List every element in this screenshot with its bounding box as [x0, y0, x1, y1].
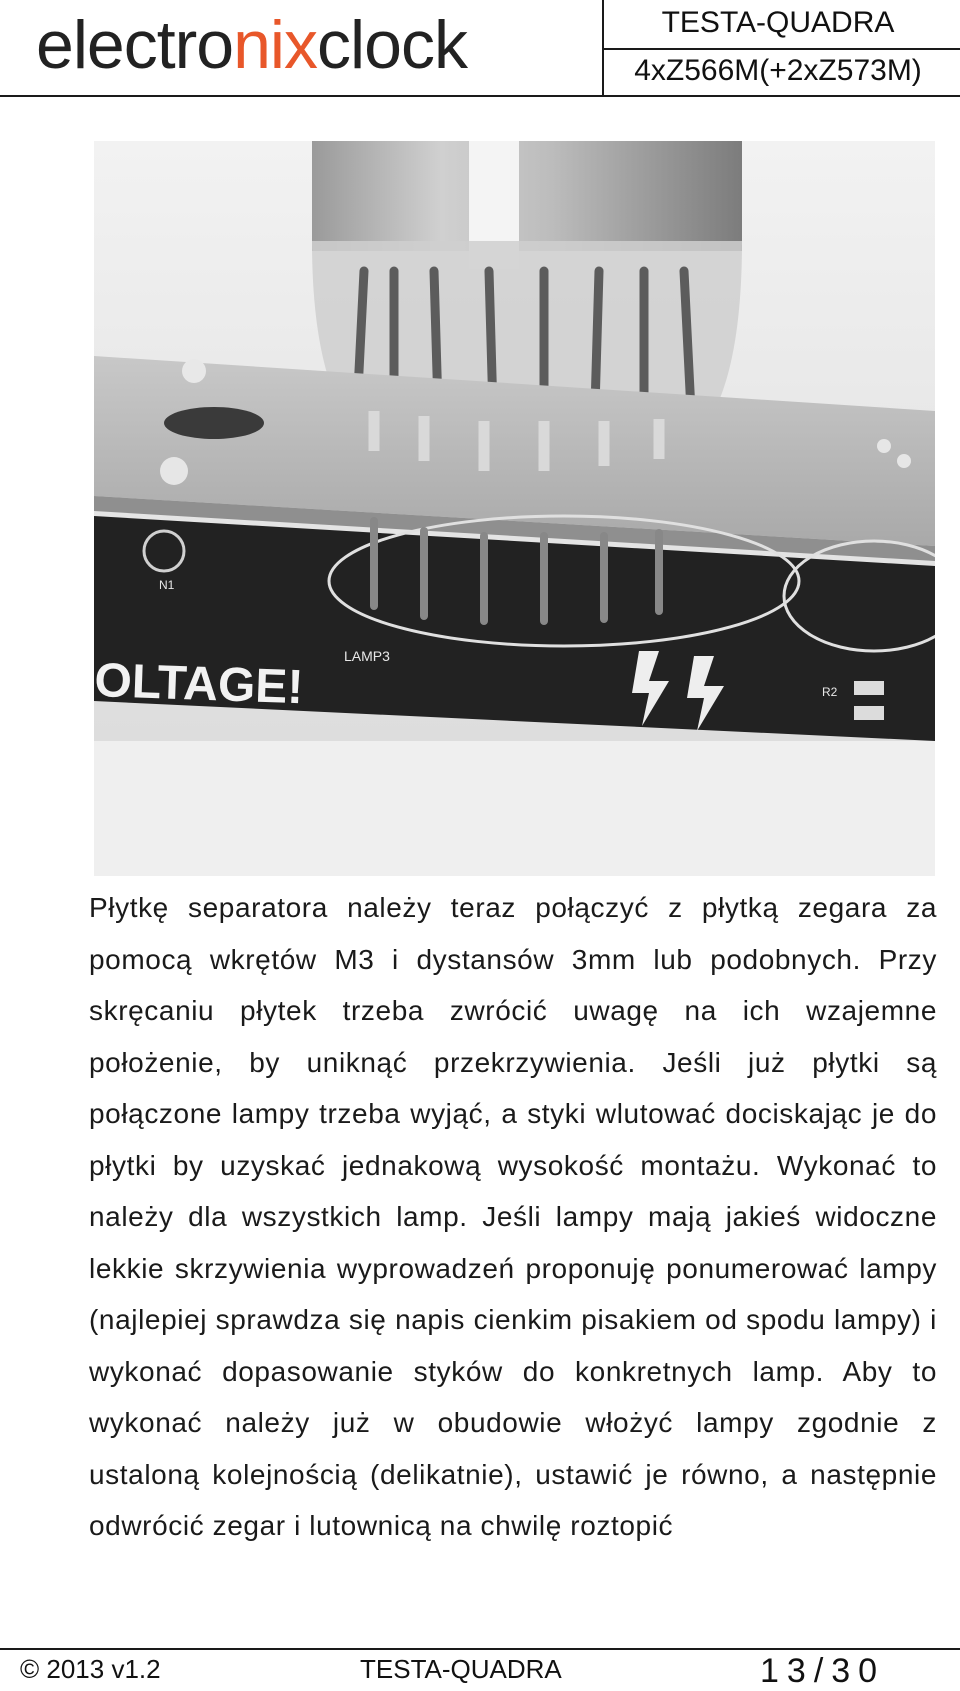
pcb-voltage-text: OLTAGE! [94, 654, 305, 715]
instructions-text [89, 882, 937, 1552]
header-rule [0, 95, 960, 97]
instructions-paragraph: Płytkę separatora należy teraz połączyć z płytką zegara za pomocą wkrętów M3 i dystansów 3mm lub podobnych. Przy skręcaniu płytek trzeba zwrócić uwagę na ich wzajemne położenie, by uniknąć przekrzywienia. Jeśli już płytki są połączone lampy trzeba wyjąć, a styki wlutować dociskając je do płytki by uzyskać jednakową wysokość montażu. Wykonać to należy dla wszystkich lamp. Jeśli lampy mają jakieś widoczne lekkie skrzywienia wyprowadzeń proponuję ponumerować lampy (najlepiej sprawdza się napis cienkim pisakiem od spodu lampy) i wykonać dopasowanie styków do konkretnych lamp. Aby to wykonać należy już w obudowie włożyć lampy zgodnie z ustaloną kolejnością (delikatnie), ustawić je równo, a następnie odwrócić zegar i lutownicą na chwilę roztopić [89, 892, 937, 1541]
logo-text-clock: clock [317, 7, 467, 83]
page-header [0, 0, 960, 96]
tube-photo-illustration [94, 141, 935, 876]
page-number: 13/30 [760, 1652, 886, 1690]
footer-title: TESTA-QUADRA [360, 1654, 562, 1684]
pcb-r2-label: R2 [822, 685, 838, 699]
logo-text-electro: electro [36, 7, 234, 83]
footer-rule [0, 1648, 960, 1650]
pcb-lamp-label: LAMP3 [344, 648, 390, 664]
title-divider [604, 48, 960, 50]
pcb-n1-label: N1 [159, 578, 175, 592]
tube-photo [94, 141, 935, 876]
brand-logo [36, 6, 467, 84]
title-box [602, 0, 960, 95]
document-title: TESTA-QUADRA [661, 6, 895, 39]
footer-copyright: © 2013 v1.2 [20, 1654, 161, 1684]
document-subtitle: 4xZ566M(+2xZ573M) [634, 54, 922, 87]
logo-text-nix: nix [233, 7, 318, 83]
